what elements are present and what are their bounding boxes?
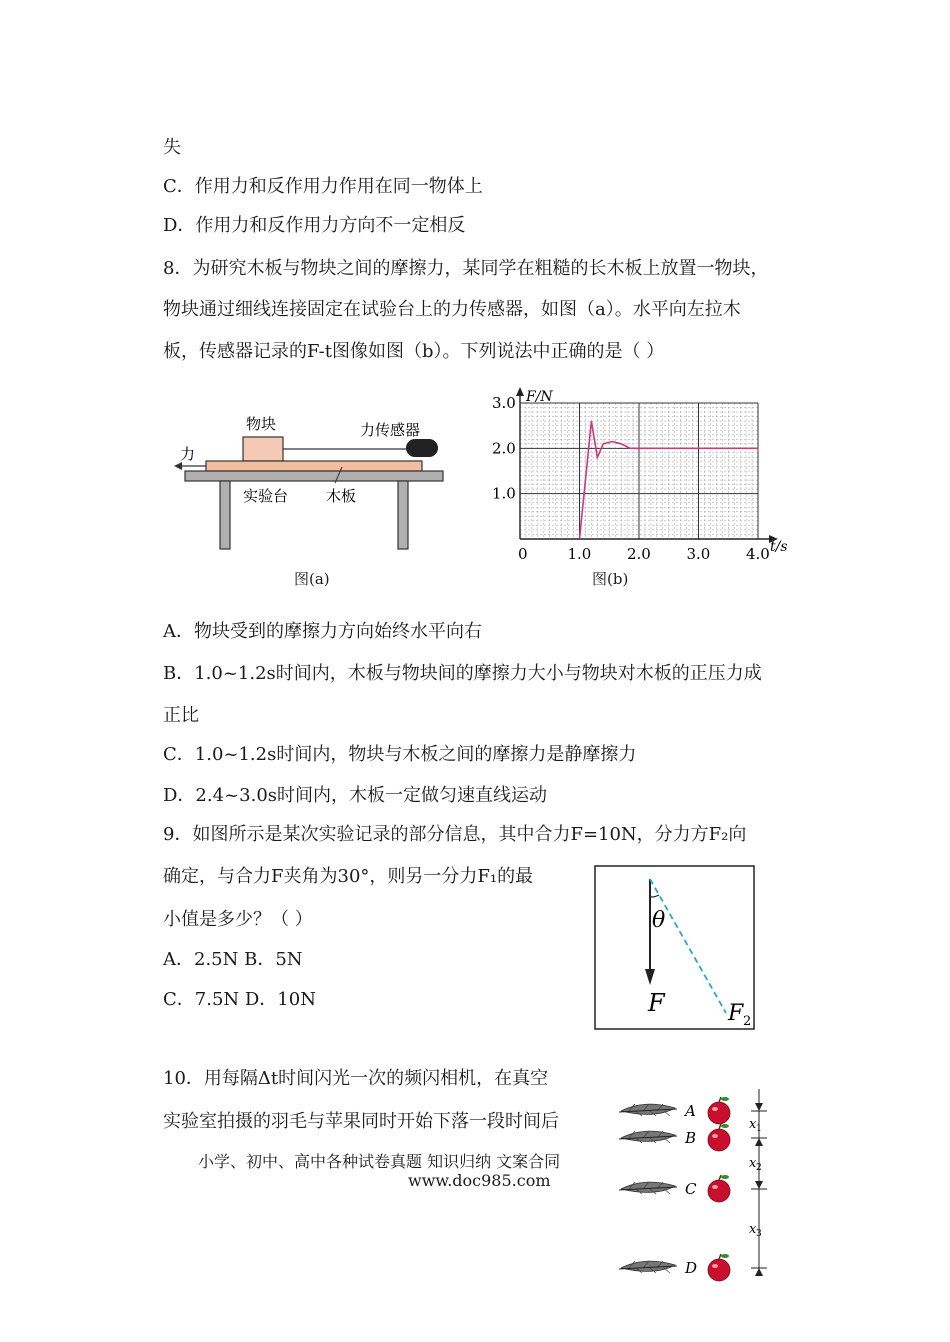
feather-icon	[619, 1261, 677, 1273]
option-8c: C．1.0~1.2s时间内，物块与木板之间的摩擦力是静摩擦力	[163, 744, 637, 765]
feather-icon	[619, 1131, 677, 1143]
text-line-1: C．作用力和反作用力作用在同一物体上	[163, 176, 483, 197]
option-8b-line-1: B．1.0~1.2s时间内，木板与物块间的摩擦力大小与物块对木板的正压力成	[163, 663, 762, 684]
footer-line-2: www.doc985.com	[408, 1171, 551, 1190]
text-line-2: D．作用力和反作用力方向不一定相反	[163, 215, 466, 236]
dim-x1-sub: 1	[756, 1124, 762, 1134]
dim-x1: x	[749, 1117, 757, 1132]
block	[243, 437, 283, 461]
question-8-line-3: 板，传感器记录的F-t图像如图（b）。下列说法中正确的是（ ）	[163, 341, 665, 362]
options-9-ab: A．2.5N B．5N	[163, 949, 303, 970]
apple-icon	[708, 1254, 730, 1281]
strobe-row-A	[619, 1097, 730, 1124]
y-tick-label: 2.0	[492, 439, 516, 458]
x-tick-label: 4.0	[746, 545, 770, 563]
option-8b-line-2: 正比	[163, 705, 199, 726]
option-8d: D．2.4~3.0s时间内，木板一定做匀速直线运动	[163, 785, 548, 806]
question-10-line-1: 10．用每隔Δt时间闪光一次的频闪相机，在真空	[163, 1068, 549, 1089]
force-f-label: F	[648, 989, 665, 1017]
feather-icon	[619, 1182, 677, 1194]
text-line-0: 失	[163, 137, 181, 158]
x-axis-label: t/s	[770, 539, 788, 555]
board-label: 木板	[326, 487, 357, 505]
question-8-line-1: 8．为研究木板与物块之间的摩擦力，某同学在粗糙的长木板上放置一物块，	[163, 258, 769, 279]
dim-x3-sub: 3	[756, 1229, 762, 1239]
figure-a-apparatus	[170, 405, 460, 555]
y-axis-arrow	[516, 387, 524, 396]
strobe-row-D	[619, 1254, 730, 1281]
force-label: 力	[180, 445, 196, 463]
figure-10-strobe	[615, 1085, 800, 1285]
theta-label: θ	[652, 908, 666, 933]
table-leg-right	[398, 481, 408, 549]
strobe-row-C	[619, 1175, 730, 1202]
y-tick-label: 1.0	[492, 484, 516, 503]
apple-icon	[708, 1175, 730, 1202]
point-label: C	[685, 1180, 697, 1198]
point-label: B	[685, 1129, 697, 1147]
dim-x3: x	[749, 1222, 757, 1237]
force-sensor	[406, 439, 438, 457]
table-leg-left	[220, 481, 230, 549]
board	[206, 461, 422, 471]
force-f2-subscript: 2	[743, 1014, 752, 1029]
dim-x2: x	[749, 1156, 757, 1171]
figure-b-caption: 图(b)	[592, 570, 629, 588]
y-tick-label: 3.0	[492, 394, 516, 412]
apple-icon	[708, 1124, 730, 1151]
question-9-line-3: 小值是多少？（ ）	[163, 909, 313, 930]
x-tick-label: 1.0	[567, 545, 592, 563]
x-tick-label: 0	[518, 545, 528, 563]
dim-x2-sub: 2	[756, 1163, 762, 1173]
force-f2-label: F	[728, 1001, 744, 1026]
apple-icon	[708, 1097, 730, 1124]
options-9-cd: C．7.5N D．10N	[163, 989, 316, 1010]
strobe-row-B	[619, 1124, 730, 1151]
question-8-line-2: 物块通过细线连接固定在试验台上的力传感器，如图（a）。水平向左拉木	[163, 299, 741, 320]
point-label: D	[685, 1259, 698, 1277]
question-9-line-2: 确定，与合力F夹角为30°，则另一分力F₁的最	[163, 866, 534, 887]
question-10-line-2: 实验室拍摄的羽毛与苹果同时开始下落一段时间后	[163, 1111, 559, 1132]
x-tick-label: 3.0	[686, 545, 711, 563]
footer-line-1: 小学、初中、高中各种试卷真题 知识归纳 文案合同	[198, 1152, 561, 1171]
feather-icon	[619, 1104, 677, 1116]
sensor-label: 力传感器	[360, 421, 421, 439]
figure-9-forces	[594, 865, 756, 1031]
pull-arrow-head	[174, 462, 182, 470]
figure-b-chart	[480, 385, 810, 570]
table-label: 实验台	[243, 487, 289, 505]
question-9-line-1: 9．如图所示是某次实验记录的部分信息，其中合力F=10N，分力方F₂向	[163, 824, 747, 845]
x-tick-label: 2.0	[627, 545, 651, 563]
table-top	[185, 471, 443, 481]
figure-a-caption: 图(a)	[294, 570, 330, 588]
option-8a: A．物块受到的摩擦力方向始终水平向右	[163, 621, 482, 642]
point-label: A	[685, 1102, 696, 1120]
block-label: 物块	[246, 415, 277, 433]
y-axis-label: F/N	[526, 389, 553, 405]
